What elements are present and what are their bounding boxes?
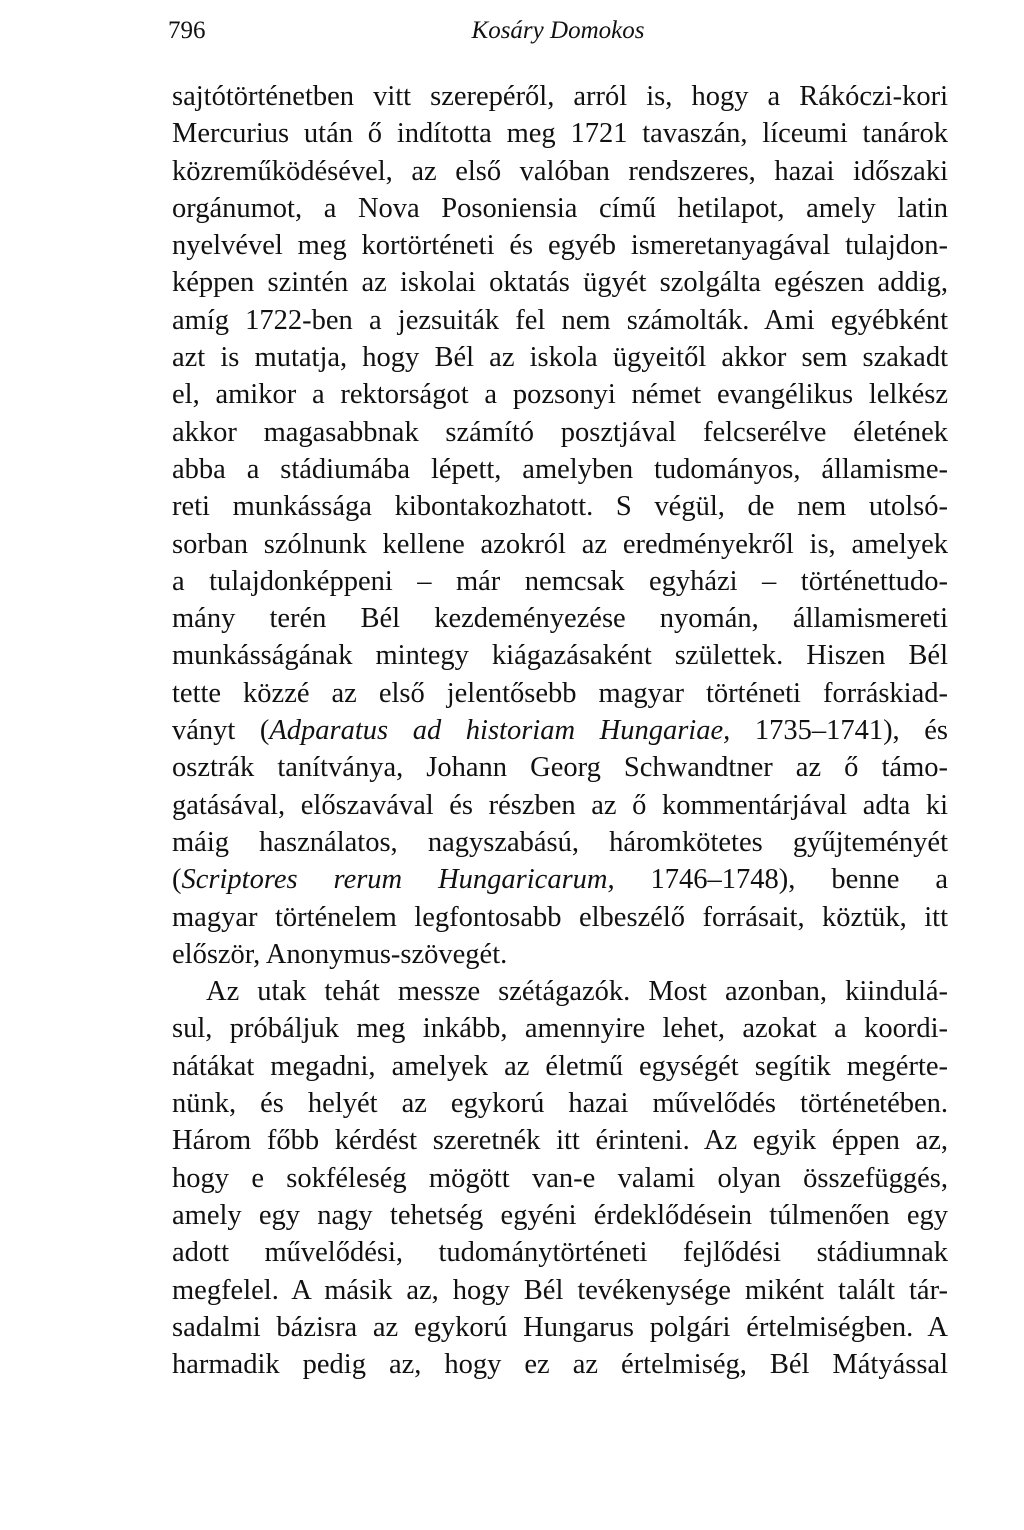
text-run: 1746–1748), benne a xyxy=(614,864,948,896)
text-line: sul, próbáljuk meg inkább, amennyire lehet, azokat a koordi- xyxy=(172,1013,948,1045)
text-line: Az utak tehát messze szétágazók. Most azonban, kiindulá- xyxy=(206,976,948,1008)
text-line: nátákat megadni, amelyek az életmű egységét segítik megérte- xyxy=(172,1050,948,1082)
text-line: munkásságának mintegy kiágazásaként születtek. Hiszen Bél xyxy=(172,640,948,672)
text-run: ( xyxy=(172,864,182,896)
text-run: 1735–1741), és xyxy=(730,715,948,747)
text-line xyxy=(172,861,948,898)
text-line: azt is mutatja, hogy Bél az iskola ügyeitől akkor sem szakadt xyxy=(172,342,948,374)
text-line: akkor magasabbnak számító posztjával felcserélve életének xyxy=(172,416,948,448)
running-title: Kosáry Domokos xyxy=(471,17,645,44)
text-line: reti munkássága kibontakozhatott. S végül, de nem utolsó- xyxy=(172,491,948,523)
running-head xyxy=(168,14,948,48)
text-line: hogy e sokféleség mögött van-e valami olyan összefüggés, xyxy=(172,1162,948,1194)
text-line: sorban szólnunk kellene azokról az eredményekről is, amelyek xyxy=(172,528,948,560)
page-number: 796 xyxy=(168,17,206,44)
text-line: nünk, és helyét az egykorú hazai művelődés történetében. xyxy=(172,1088,948,1120)
text-line: amely egy nagy tehetség egyéni érdeklődésein túlmenően egy xyxy=(172,1199,948,1231)
text-line: először, Anonymus-szövegét. xyxy=(172,938,508,970)
text-line: nyelvével meg kortörténeti és egyéb ismeretanyagával tulajdon- xyxy=(172,230,948,262)
text-line: amíg 1722-ben a jezsuiták fel nem számolták. Ami egyébként xyxy=(172,304,948,336)
text-line: el, amikor a rektorságot a pozsonyi német evangélikus lelkész xyxy=(172,379,948,411)
text-line: sadalmi bázisra az egykorú Hungarus polgári értelmiségben. A xyxy=(172,1311,948,1343)
body-text xyxy=(172,78,948,1383)
text-line: a tulajdonképpeni – már nemcsak egyházi – történettudo- xyxy=(172,565,948,597)
text-line: mány terén Bél kezdeményezése nyomán, államismereti xyxy=(172,603,948,635)
text-line xyxy=(172,712,948,749)
text-line: közreműködésével, az első valóban rendszeres, hazai időszaki xyxy=(172,155,948,187)
text-line: magyar történelem legfontosabb elbeszélő forrásait, köztük, itt xyxy=(172,901,948,933)
text-line: harmadik pedig az, hogy ez az értelmiség, Bél Mátyással xyxy=(172,1349,948,1381)
text-line: gatásával, előszavával és részben az ő kommentárjával adta ki xyxy=(172,789,948,821)
text-line: sajtótörténetben vitt szerepéről, arról is, hogy a Rákóczi-kori xyxy=(172,81,948,112)
italic-title: Adparatus ad historiam Hungariae, xyxy=(269,715,731,747)
text-line: képpen szintén az iskolai oktatás ügyét szolgálta egészen addig, xyxy=(172,267,948,299)
text-run: ványt ( xyxy=(172,715,270,747)
text-line: abba a stádiumába lépett, amelyben tudományos, államisme- xyxy=(172,453,948,485)
text-line: Mercurius után ő indította meg 1721 tavaszán, líceumi tanárok xyxy=(172,118,948,150)
italic-title: Scriptores rerum Hungaricarum, xyxy=(181,864,615,896)
text-line: adott művelődési, tudománytörténeti fejlődési stádiumnak xyxy=(172,1237,948,1269)
text-line: máig használatos, nagyszabású, háromkötetes gyűjteményét xyxy=(172,826,948,858)
text-line: orgánumot, a Nova Posoniensia című hetilapot, amely latin xyxy=(172,192,948,224)
text-line: Három főbb kérdést szeretnék itt érinteni. Az egyik éppen az, xyxy=(172,1125,948,1157)
text-line: megfelel. A másik az, hogy Bél tevékenysége miként talált tár- xyxy=(172,1274,948,1306)
text-line: osztrák tanítványa, Johann Georg Schwandtner az ő támo- xyxy=(172,752,948,784)
text-line: tette közzé az első jelentősebb magyar történeti forráskiad- xyxy=(172,677,948,709)
